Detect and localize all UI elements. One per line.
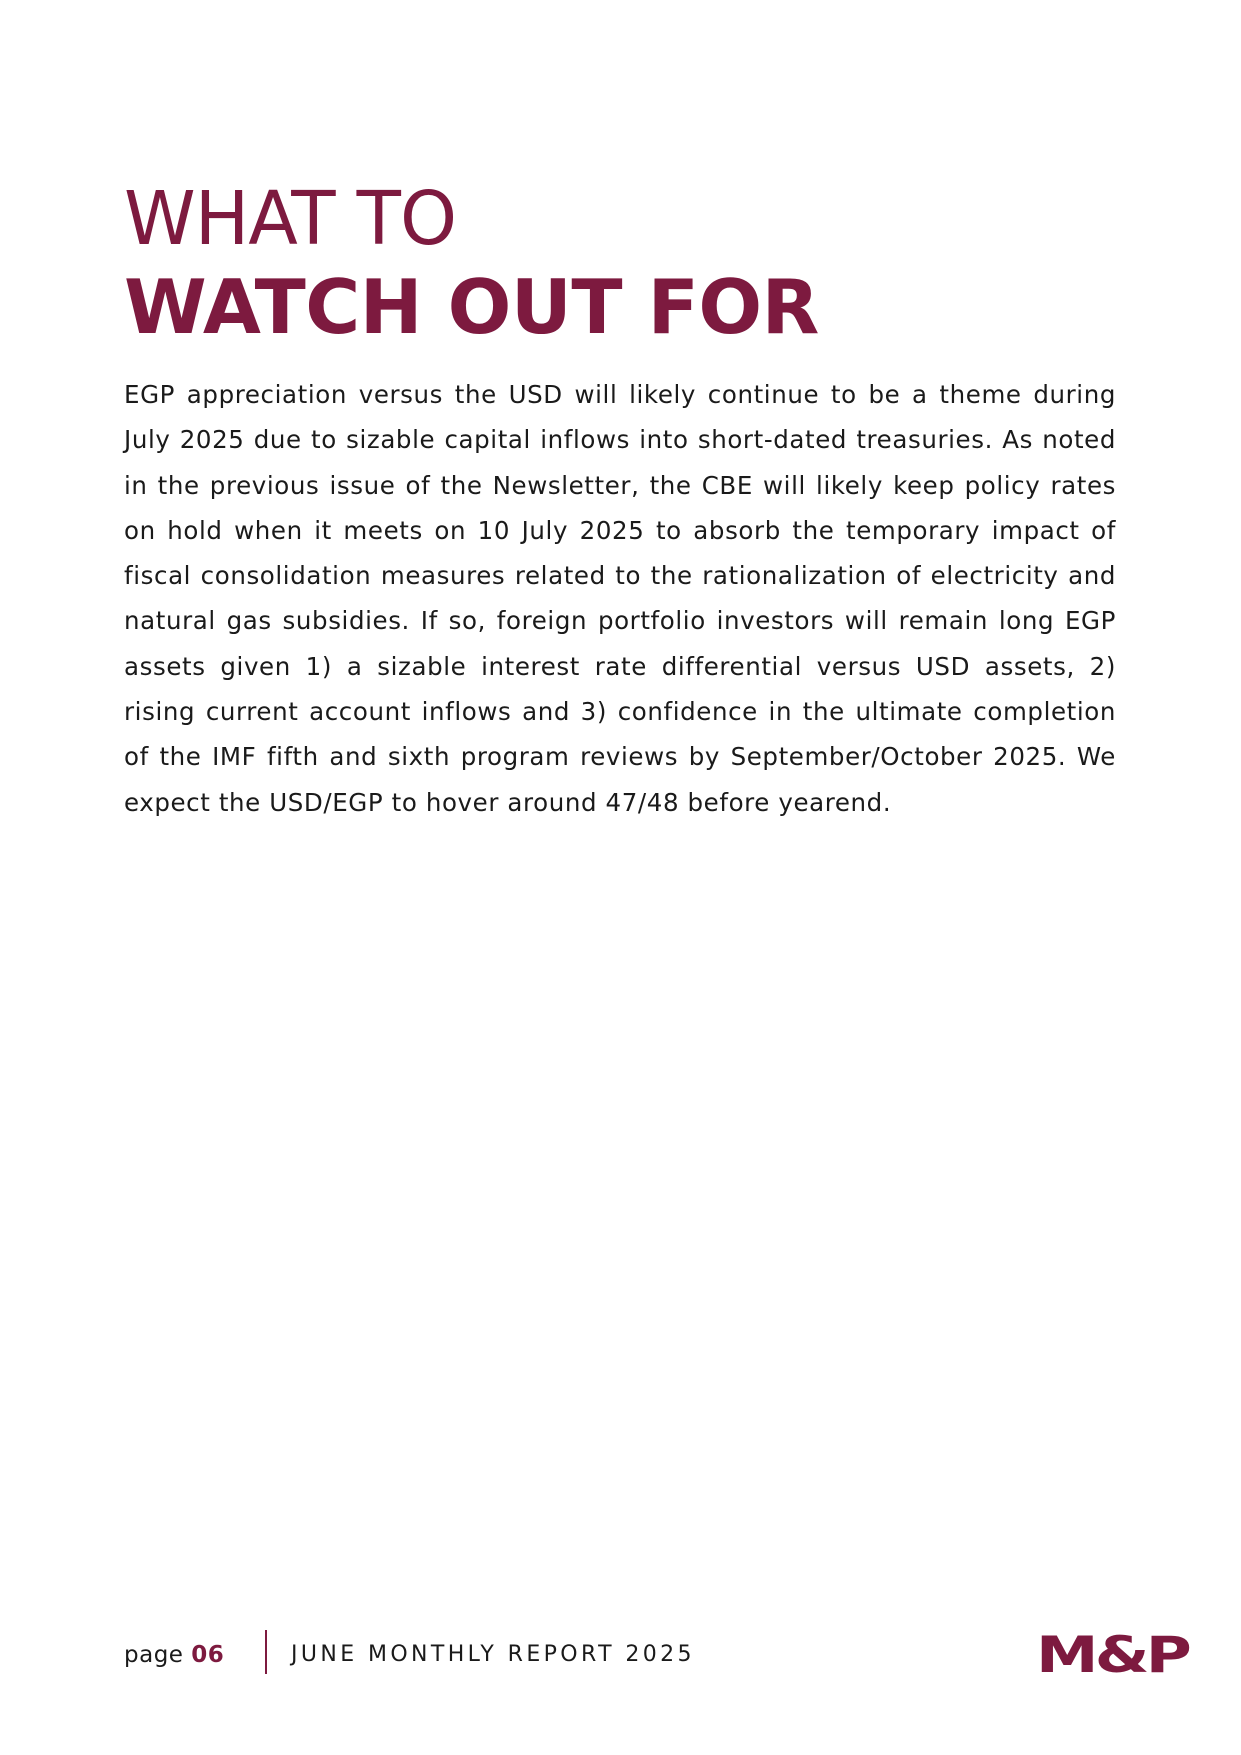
page-indicator: [124, 1642, 224, 1668]
heading-line-2: WATCH OUT FOR: [124, 263, 819, 351]
mp-logo: [1036, 1630, 1190, 1678]
heading-line-1: WHAT TO: [124, 176, 457, 262]
logo-text: M&P: [1036, 1630, 1190, 1678]
page-number: 06: [191, 1642, 225, 1668]
page-prefix: page: [124, 1642, 192, 1668]
body-paragraph: EGP appreciation versus the USD will likely continue to be a theme during July 2025 due to sizable capital inflows into short-dated treasuries. As noted in the previous issue of the Newsletter, the CBE will likely keep policy rates on hold when it meets on 10 July 2025 to absorb the temporary impact of fiscal consolidation measures related to the rationalization of electricity and natural gas subsidies. If so, foreign portfolio investors will remain long EGP assets given 1) a sizable interest rate differential versus USD assets, 2) rising current account inflows and 3) confidence in the ultimate completion of the IMF fifth and sixth program reviews by September/October 2025. We expect the USD/EGP to hover around 47/48 before yearend.: [124, 380, 1116, 817]
report-title: JUNE MONTHLY REPORT 2025: [291, 1642, 695, 1667]
footer-divider: [265, 1630, 267, 1674]
page-heading: [124, 175, 1124, 351]
page-footer: [124, 1630, 1194, 1686]
